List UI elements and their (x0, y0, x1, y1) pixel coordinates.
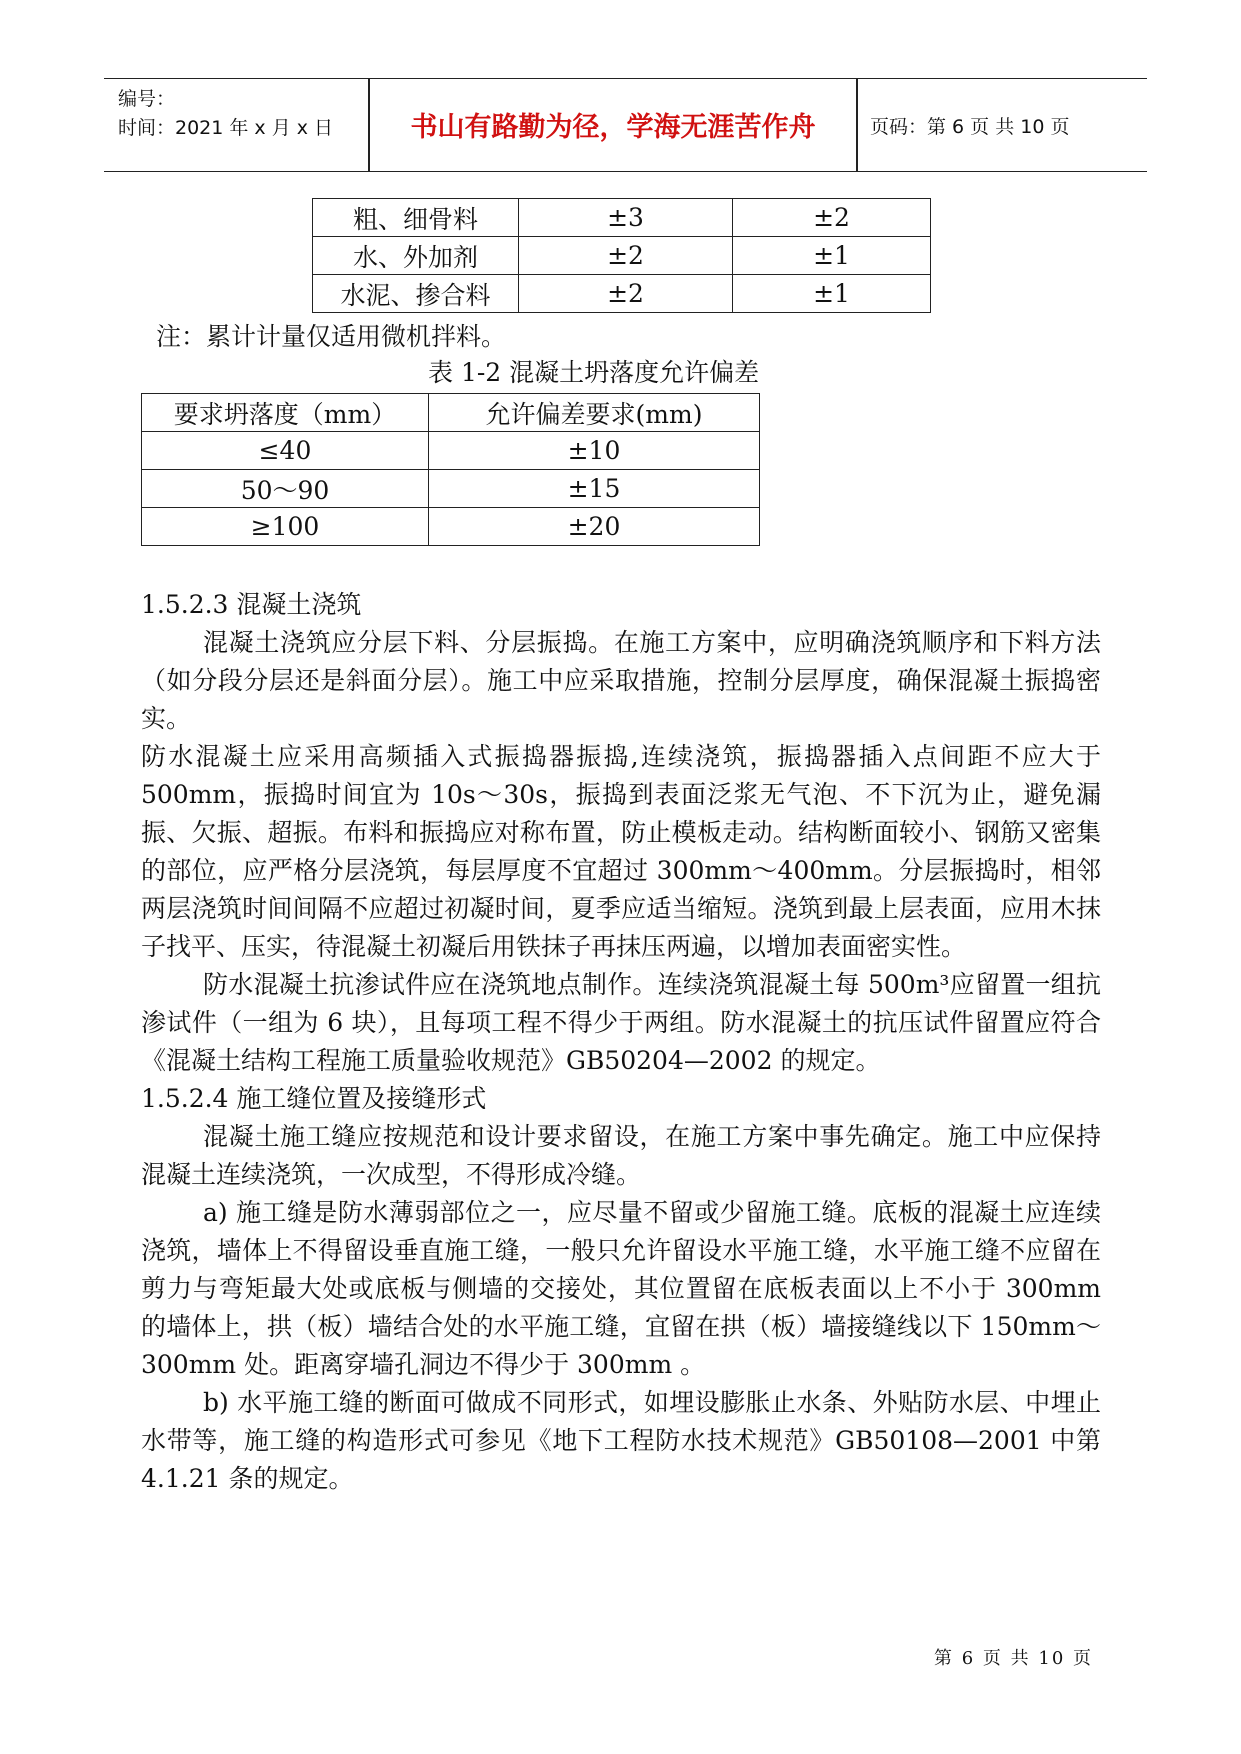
table-cell: ±2 (519, 237, 733, 275)
page-header (104, 78, 1147, 172)
slump-deviation-table (141, 393, 760, 546)
table-header-row (142, 394, 760, 432)
paragraph: 防水混凝土应采用高频插入式振捣器振捣,连续浇筑，振捣器插入点间距不应大于 500mm，振捣时间宜为 10s～30s，振捣到表面泛浆无气泡、不下沉为止，避免漏振、欠振、超振。布料和振捣应对称布置，防止模板走动。结构断面较小、钢筋又密集的部位，应严格分层浇筑，每层厚度不宜超过 300mm～400mm。分层振捣时，相邻两层浇筑时间间隔不应超过初凝时间，夏季应适当缩短。浇筑到最上层表面，应用木抹子找平、压实，待混凝土初凝后用铁抹子再抹压两遍，以增加表面密实性。 (141, 742, 1101, 961)
table-row (142, 432, 760, 470)
table-cell: ±10 (429, 432, 760, 470)
table-row (313, 237, 931, 275)
header-meta (118, 85, 333, 143)
metering-deviation-table (312, 198, 931, 313)
column-header: 要求坍落度（mm） (142, 394, 429, 432)
paragraph: 防水混凝土抗渗试件应在浇筑地点制作。连续浇筑混凝土每 500m³应留置一组抗渗试件（一组为 6 块），且每项工程不得少于两组。防水混凝土的抗压试件留置应符合《混凝土结构工程施工质量验收规范》GB50204—2002 的规定。 (141, 970, 1101, 1075)
table-cell: 50～90 (142, 470, 429, 508)
header-page-label: 页码：第 6 页 共 10 页 (870, 116, 1070, 138)
table-note: 注：累计计量仅适用微机拌料。 (156, 322, 507, 351)
header-divider (856, 79, 858, 171)
document-body (141, 586, 1101, 1498)
table-caption: 表 1-2 混凝土坍落度允许偏差 (428, 358, 760, 387)
header-motto: 书山有路勤为径，学海无涯苦作舟 (410, 112, 816, 143)
paragraph: 混凝土浇筑应分层下料、分层振捣。在施工方案中，应明确浇筑顺序和下料方法（如分段分层还是斜面分层）。施工中应采取措施，控制分层厚度，确保混凝土振捣密实。 (141, 628, 1101, 733)
column-header: 允许偏差要求(mm) (429, 394, 760, 432)
table-cell: 水、外加剂 (313, 237, 519, 275)
header-time-label: 时间：2021 年 x 月 x 日 (118, 117, 334, 139)
section-heading: 1.5.2.3 混凝土浇筑 (141, 590, 362, 619)
table-cell: ≥100 (142, 508, 429, 546)
table-row (313, 275, 931, 313)
section-heading: 1.5.2.4 施工缝位置及接缝形式 (141, 1084, 487, 1113)
table-cell: ±15 (429, 470, 760, 508)
paragraph: b) 水平施工缝的断面可做成不同形式，如埋设膨胀止水条、外贴防水层、中埋止水带等，施工缝的构造形式可参见《地下工程防水技术规范》GB50108—2001 中第 4.1.21 条的规定。 (141, 1388, 1101, 1493)
table-row (313, 199, 931, 237)
table-cell: ±3 (519, 199, 733, 237)
table-cell: ±2 (519, 275, 733, 313)
table-cell: ±1 (733, 275, 931, 313)
table-cell: ±1 (733, 237, 931, 275)
table-cell: ≤40 (142, 432, 429, 470)
header-number-label: 编号： (118, 88, 176, 110)
table-cell: ±2 (733, 199, 931, 237)
paragraph: 混凝土施工缝应按规范和设计要求留设，在施工方案中事先确定。施工中应保持混凝土连续浇筑，一次成型，不得形成冷缝。 (141, 1122, 1101, 1189)
table-cell: 粗、细骨料 (313, 199, 519, 237)
table-cell: 水泥、掺合料 (313, 275, 519, 313)
table-cell: ±20 (429, 508, 760, 546)
page-footer: 第 6 页 共 10 页 (934, 1648, 1093, 1669)
paragraph: a) 施工缝是防水薄弱部位之一，应尽量不留或少留施工缝。底板的混凝土应连续浇筑，墙体上不得留设垂直施工缝，一般只允许留设水平施工缝，水平施工缝不应留在剪力与弯矩最大处或底板与侧墙的交接处，其位置留在底板表面以上不小于 300mm 的墙体上，拱（板）墙结合处的水平施工缝，宜留在拱（板）墙接缝线以下 150mm～300mm 处。距离穿墙孔洞边不得少于 300mm 。 (141, 1198, 1101, 1379)
table-row (142, 470, 760, 508)
table-row (142, 508, 760, 546)
